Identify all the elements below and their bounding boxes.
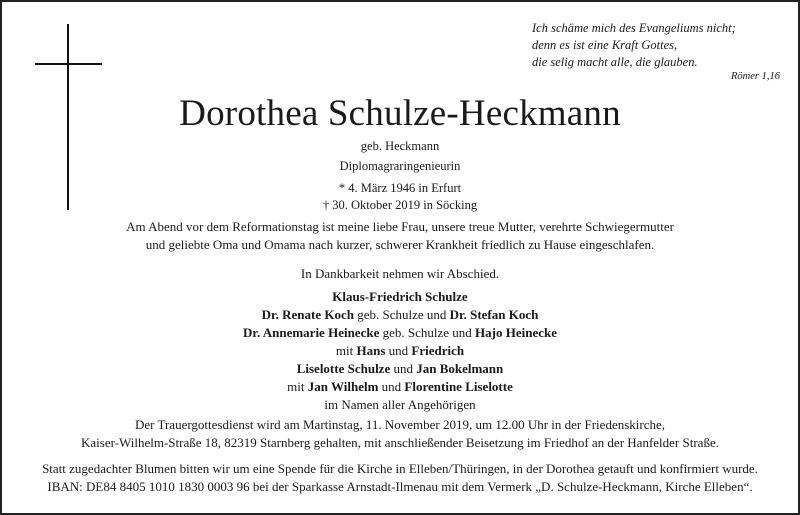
mourner-connector: und — [385, 343, 412, 358]
mourner-line — [0, 306, 800, 324]
mourner-connector: geb. Schulze und — [379, 325, 476, 340]
mourner-line — [0, 360, 800, 378]
verse-line: die selig macht alle, die glauben. — [532, 55, 698, 69]
mourner-connector: und — [390, 361, 417, 376]
death-date: † 30. Oktober 2019 in Söcking — [322, 198, 478, 212]
bible-verse — [532, 20, 782, 71]
mourner-connector: mit — [287, 379, 308, 394]
mourner-line — [0, 378, 800, 396]
verse-line: Ich schäme mich des Evangeliums nicht; — [532, 21, 736, 35]
verse-reference: Römer 1,16 — [731, 71, 780, 82]
verse-line: denn es ist eine Kraft Gottes, — [532, 38, 678, 52]
announcement-line: und geliebte Oma und Omama nach kurzer, schwerer Krankheit friedlich zu Hause eingeschlafen. — [145, 237, 655, 252]
mourner-name: Friedrich — [411, 343, 465, 358]
mourner-closing: im Namen aller Angehörigen — [324, 397, 476, 412]
donation-info — [0, 460, 800, 496]
farewell-line: In Dankbarkeit nehmen wir Abschied. — [300, 266, 500, 281]
service-info — [0, 416, 800, 452]
mourner-name: Liselotte Schulze — [296, 361, 391, 376]
deceased-name: Dorothea Schulze-Heckmann — [179, 93, 621, 134]
donation-line: IBAN: DE84 8405 1010 1830 0003 96 bei der Sparkasse Arnstadt-Ilmenau mit dem Vermerk „D. Schulze-Heckmann, Kirche Elleben“. — [47, 479, 753, 494]
service-line: Kaiser-Wilhelm-Straße 18, 82319 Starnberg gehalten, mit anschließender Beisetzung im Friedhof an der Hanfelder Straße. — [81, 435, 719, 450]
mourner-name: Dr. Annemarie Heinecke — [242, 325, 380, 340]
birth-date: * 4. März 1946 in Erfurt — [338, 181, 462, 195]
mourner-name: Jan Bokelmann — [416, 361, 504, 376]
born-name: geb. Heckmann — [360, 139, 440, 153]
mourner-name: Hajo Heinecke — [475, 325, 557, 340]
service-line: Der Trauergottesdienst wird am Martinstag, 11. November 2019, um 12.00 Uhr in der Friedenskirche, — [134, 417, 666, 432]
mourner-name: Dr. Stefan Koch — [449, 307, 539, 322]
profession: Diplomagraringenieurin — [339, 159, 461, 173]
mourner-connector: mit — [335, 343, 357, 358]
mourners-list — [0, 288, 800, 414]
cross-horizontal-bar — [35, 63, 102, 65]
mourner-line — [0, 324, 800, 342]
mourner-line — [0, 396, 800, 414]
donation-line: Statt zugedachter Blumen bitten wir um eine Spende für die Kirche in Elleben/Thüringen, in der Dorothea getauft und konfirmiert wurde. — [42, 461, 758, 476]
mourner-line — [0, 342, 800, 360]
announcement-line: Am Abend vor dem Reformationstag ist meine liebe Frau, unsere treue Mutter, verehrte Schwiegermutter — [126, 219, 674, 234]
announcement-text — [0, 218, 800, 254]
mourner-name: Hans — [356, 343, 386, 358]
deceased-details — [0, 138, 800, 214]
mourner-name: Dr. Renate Koch — [261, 307, 354, 322]
mourner-line — [0, 288, 800, 306]
mourner-name: Klaus-Friedrich Schulze — [332, 289, 468, 304]
mourner-connector: und — [378, 379, 405, 394]
mourner-connector: geb. Schulze und — [353, 307, 450, 322]
mourner-name: Florentine Liselotte — [404, 379, 513, 394]
mourner-name: Jan Wilhelm — [307, 379, 379, 394]
